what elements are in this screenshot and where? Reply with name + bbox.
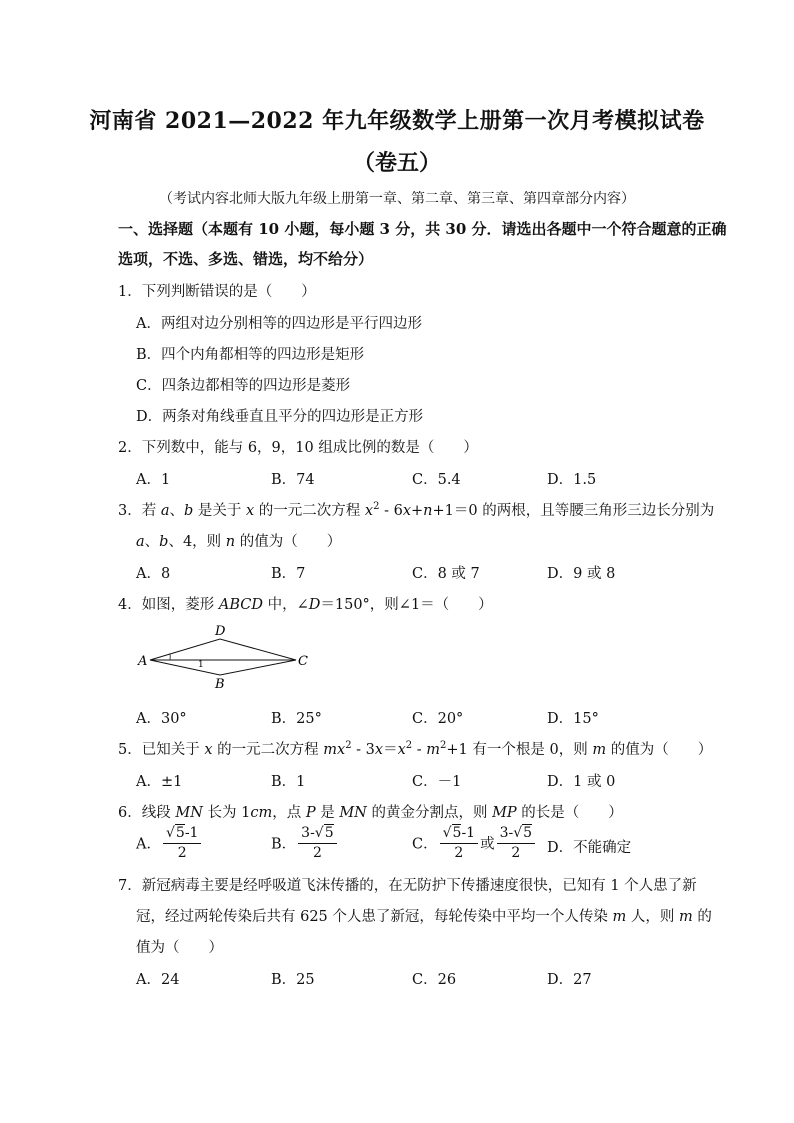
q3-var-b: b bbox=[184, 503, 194, 519]
q2-option-a: A．1 bbox=[136, 472, 171, 488]
q4-angle-d: D bbox=[308, 597, 321, 613]
q6-text: 的长是（ ） bbox=[516, 805, 623, 821]
q3-text: + bbox=[411, 503, 424, 519]
option-letter: A． bbox=[136, 836, 161, 853]
radicand: 5 bbox=[523, 825, 533, 841]
q3-text: 、4，则 bbox=[168, 534, 226, 550]
vertex-label-a: A bbox=[138, 654, 148, 669]
fraction-numerator bbox=[163, 824, 201, 843]
q5-option-b: B．1 bbox=[271, 774, 306, 790]
q1-option-b: B．四个内角都相等的四边形是矩形 bbox=[136, 347, 365, 363]
q6-text: 长为 1 bbox=[202, 805, 251, 821]
q5-stem bbox=[118, 738, 712, 759]
q6-point-p: P bbox=[305, 805, 316, 821]
q3-var-a: a bbox=[160, 503, 170, 519]
radicand: 5 bbox=[324, 825, 334, 841]
q7-option-c: C．26 bbox=[412, 972, 457, 988]
sqrt-icon: √ bbox=[442, 825, 452, 841]
q6-text: 是 bbox=[315, 805, 340, 821]
q3-option-d: D．9 或 8 bbox=[547, 566, 616, 582]
q2-option-c: C．5.4 bbox=[412, 472, 461, 488]
section-heading-line1: 一、选择题（本题有 10 小题，每小题 3 分，共 30 分．请选出各题中一个符合题意的正确 bbox=[118, 220, 727, 238]
q6-option-a bbox=[136, 824, 203, 862]
q5-var-m: m bbox=[426, 742, 441, 758]
q4-rhombus-name: ABCD bbox=[218, 597, 263, 613]
exam-subtitle: （卷五） bbox=[352, 150, 441, 176]
q4-option-c: C．20° bbox=[412, 711, 464, 727]
q5-option-c: C．－1 bbox=[412, 774, 462, 790]
exam-scope-note: （考试内容北师大版九年级上册第一章、第二章、第三章、第四章部分内容） bbox=[159, 191, 635, 207]
q6-text: 6．线段 bbox=[118, 805, 176, 821]
q7-var-m: m bbox=[678, 909, 693, 925]
numerator-prefix: 3- bbox=[301, 825, 315, 841]
q4-option-a: A．30° bbox=[136, 711, 187, 727]
q5-text: - 3 bbox=[351, 742, 375, 758]
q6-a-fraction bbox=[163, 824, 201, 862]
q3-option-c: C．8 或 7 bbox=[412, 566, 480, 582]
radicand: 5 bbox=[175, 825, 185, 841]
q4-text: ＝150°，则∠1＝（ ） bbox=[320, 597, 493, 613]
q3-exponent: 2 bbox=[373, 501, 380, 512]
fraction-denominator: 2 bbox=[312, 845, 322, 861]
fraction-numerator bbox=[497, 824, 535, 843]
q6-text: 的黄金分割点，则 bbox=[366, 805, 493, 821]
numerator-rest: -1 bbox=[184, 825, 199, 841]
q5-text: - bbox=[412, 742, 427, 758]
rhombus-outline bbox=[150, 639, 296, 675]
q1-option-c: C．四条边都相等的四边形是菱形 bbox=[136, 378, 351, 394]
q2-stem: 2．下列数中，能与 6，9，10 组成比例的数是（ ） bbox=[118, 440, 478, 456]
fraction-denominator: 2 bbox=[454, 845, 464, 861]
numerator-prefix: 3- bbox=[499, 825, 514, 841]
fraction-denominator: 2 bbox=[177, 845, 187, 861]
q4-stem bbox=[118, 593, 493, 614]
q3-text: 是关于 bbox=[193, 503, 247, 519]
sqrt-icon: √ bbox=[314, 825, 324, 841]
q1-option-d: D．两条对角线垂直且平分的四边形是正方形 bbox=[136, 409, 424, 425]
option-letter: C． bbox=[412, 836, 438, 853]
q2-option-d: D．1.5 bbox=[547, 472, 597, 488]
exam-title: 河南省 2021—2022 年九年级数学上册第一次月考模拟试卷 bbox=[89, 108, 705, 134]
q3-var-x: x bbox=[364, 503, 374, 519]
q3-var-n: n bbox=[225, 534, 236, 550]
q6-segment-mp: MP bbox=[492, 805, 517, 821]
q5-term-mx: mx bbox=[323, 742, 346, 758]
q3-stem-line1 bbox=[118, 499, 714, 520]
q5-exponent: 2 bbox=[345, 740, 352, 751]
q7-stem-line3: 值为（ ） bbox=[136, 940, 223, 956]
q3-stem-line2 bbox=[136, 530, 341, 551]
fraction-numerator bbox=[440, 824, 478, 843]
numerator-rest: -1 bbox=[461, 825, 476, 841]
q6-option-c bbox=[412, 824, 537, 862]
q7-text: 冠，经过两轮传染后共有 625 个人患了新冠，每轮传染中平均一个人传染 bbox=[136, 909, 613, 925]
q7-option-b: B．25 bbox=[271, 972, 315, 988]
angle-1-label: 1 bbox=[198, 660, 204, 670]
q6-or-word: 或 bbox=[480, 836, 495, 853]
fraction-numerator bbox=[298, 824, 336, 843]
q6-stem bbox=[118, 801, 623, 822]
q4-text: 中，∠ bbox=[262, 597, 309, 613]
q3-text: 的值为（ ） bbox=[235, 534, 342, 550]
q5-text: 5．已知关于 bbox=[118, 742, 205, 758]
q7-stem-line2 bbox=[136, 905, 712, 926]
q7-var-m: m bbox=[612, 909, 627, 925]
q6-segment-mn: MN bbox=[175, 805, 203, 821]
q6-option-b bbox=[271, 824, 339, 862]
q6-c-fraction-2 bbox=[497, 824, 535, 862]
q5-exponent: 2 bbox=[440, 740, 447, 751]
q6-text: ，点 bbox=[272, 805, 306, 821]
q5-var-x: x bbox=[397, 742, 406, 758]
q2-option-b: B．74 bbox=[271, 472, 315, 488]
q3-text: 的一元二次方程 bbox=[254, 503, 365, 519]
q7-text: 人，则 bbox=[626, 909, 679, 925]
q6-b-fraction bbox=[298, 824, 336, 862]
q3-text: 、 bbox=[144, 534, 160, 550]
q5-text: +1 有一个根是 0，则 bbox=[446, 742, 593, 758]
q5-exponent: 2 bbox=[405, 740, 413, 751]
q5-text: 的值为（ ） bbox=[606, 742, 713, 758]
q3-var-x: x bbox=[402, 503, 412, 519]
vertex-label-c: C bbox=[298, 654, 308, 669]
q4-option-d: D．15° bbox=[547, 711, 599, 727]
sqrt-icon: √ bbox=[513, 825, 523, 841]
q6-c-fraction-1 bbox=[440, 824, 478, 862]
q6-unit: cm bbox=[250, 805, 273, 821]
q6-option-d: D．不能确定 bbox=[547, 840, 632, 856]
radicand: 5 bbox=[452, 825, 462, 841]
q3-text: 3．若 bbox=[118, 503, 161, 519]
q7-option-a: A．24 bbox=[136, 972, 180, 988]
q3-var-n: n bbox=[423, 503, 433, 519]
q3-var-x: x bbox=[246, 503, 255, 519]
q7-stem-line1: 7．新冠病毒主要是经呼吸道飞沫传播的，在无防护下传播速度很快，已知有 1 个人患了新 bbox=[118, 878, 697, 894]
sqrt-icon: √ bbox=[165, 825, 175, 841]
vertex-label-b: B bbox=[215, 677, 225, 692]
option-letter: B． bbox=[271, 836, 297, 853]
q3-var-b: b bbox=[159, 534, 169, 550]
q3-text: 、 bbox=[169, 503, 184, 519]
q3-var-a: a bbox=[136, 534, 145, 550]
q4-text: 4．如图，菱形 bbox=[118, 597, 219, 613]
q4-option-b: B．25° bbox=[271, 711, 322, 727]
q7-text: 的 bbox=[692, 909, 712, 925]
q1-option-a: A．两组对边分别相等的四边形是平行四边形 bbox=[136, 316, 422, 332]
q1-stem: 1．下列判断错误的是（ ） bbox=[118, 284, 316, 300]
vertex-label-d: D bbox=[215, 624, 226, 639]
q5-text: ＝ bbox=[383, 742, 398, 758]
q5-option-d: D．1 或 0 bbox=[547, 774, 616, 790]
q5-var-m: m bbox=[592, 742, 607, 758]
q5-var-x: x bbox=[374, 742, 384, 758]
section-heading-line2: 选项，不选、多选、错选，均不给分） bbox=[118, 250, 374, 268]
q6-segment-mn: MN bbox=[339, 805, 367, 821]
q5-text: 的一元二次方程 bbox=[212, 742, 324, 758]
rhombus-figure bbox=[130, 620, 330, 692]
fraction-denominator: 2 bbox=[511, 845, 521, 861]
q7-option-d: D．27 bbox=[547, 972, 592, 988]
q3-text: +1＝0 的两根，且等腰三角形三边长分别为 bbox=[432, 503, 715, 519]
q3-option-b: B．7 bbox=[271, 566, 306, 582]
q3-option-a: A．8 bbox=[136, 566, 171, 582]
q3-text: - 6 bbox=[379, 503, 403, 519]
q5-option-a: A．±1 bbox=[136, 774, 183, 790]
q5-var-x: x bbox=[204, 742, 213, 758]
